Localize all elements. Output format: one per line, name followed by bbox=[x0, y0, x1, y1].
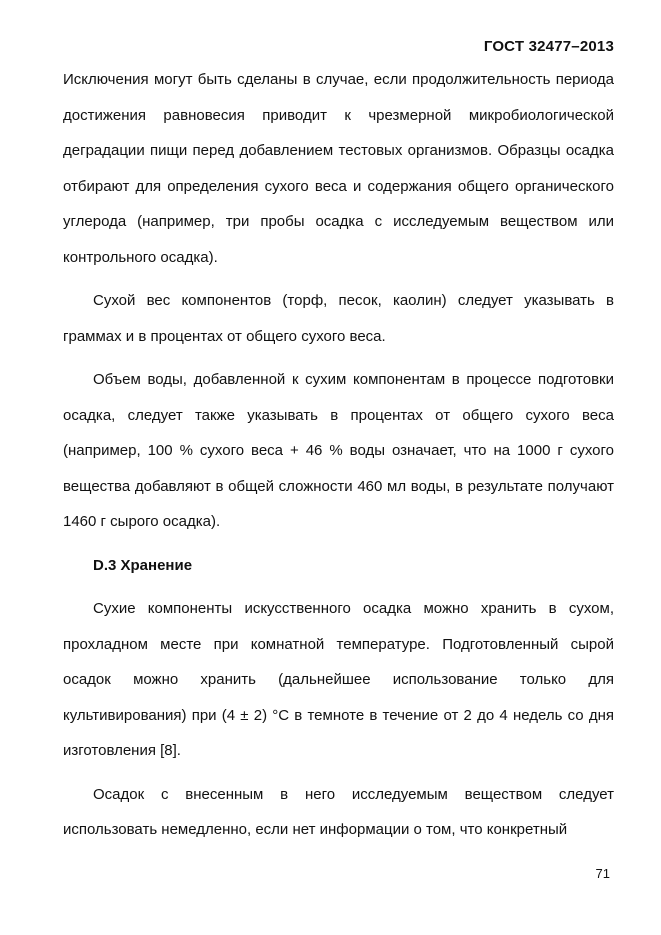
paragraph-1: Исключения могут быть сделаны в случае, если продолжительность периода достижения равновесия приводит к чрезмерной микробиологической деградации пищи перед добавлением тестовых организмов. Образцы осадка отбирают для определения сухого веса и содержания общего органического углерода (например, три пробы осадка с исследуемым веществом или контрольного осадка). bbox=[63, 71, 614, 266]
paragraph-2: Сухой вес компонентов (торф, песок, каолин) следует указывать в граммах и в процентах от общего сухого веса. bbox=[63, 292, 614, 345]
section-heading: D.3 Хранение bbox=[93, 556, 193, 574]
page-number: 71 bbox=[595, 866, 610, 881]
paragraph-4: Сухие компоненты искусственного осадка можно хранить в сухом, прохладном месте при комнатной температуре. Подготовленный сырой осадок можно хранить (дальнейшее использование только для культивирования) при (4 ± 2) °С в темноте в течение от 2 до 4 недель со дня изготовления [8]. bbox=[63, 600, 614, 759]
document-code: ГОСТ 32477–2013 bbox=[483, 38, 614, 55]
body-text bbox=[63, 62, 614, 848]
paragraph-3: Объем воды, добавленной к сухим компонентам в процессе подготовки осадка, следует также указывать в процентах от общего сухого веса (например, 100 % сухого веса + 46 % воды означает, что на 1000 г сухого вещества добавляют в общей сложности 460 мл воды, в результате получают 1460 г сырого осадка). bbox=[63, 371, 614, 530]
paragraph-5: Осадок с внесенным в него исследуемым веществом следует использовать немедленно, если нет информации о том, что конкретный bbox=[63, 785, 614, 838]
